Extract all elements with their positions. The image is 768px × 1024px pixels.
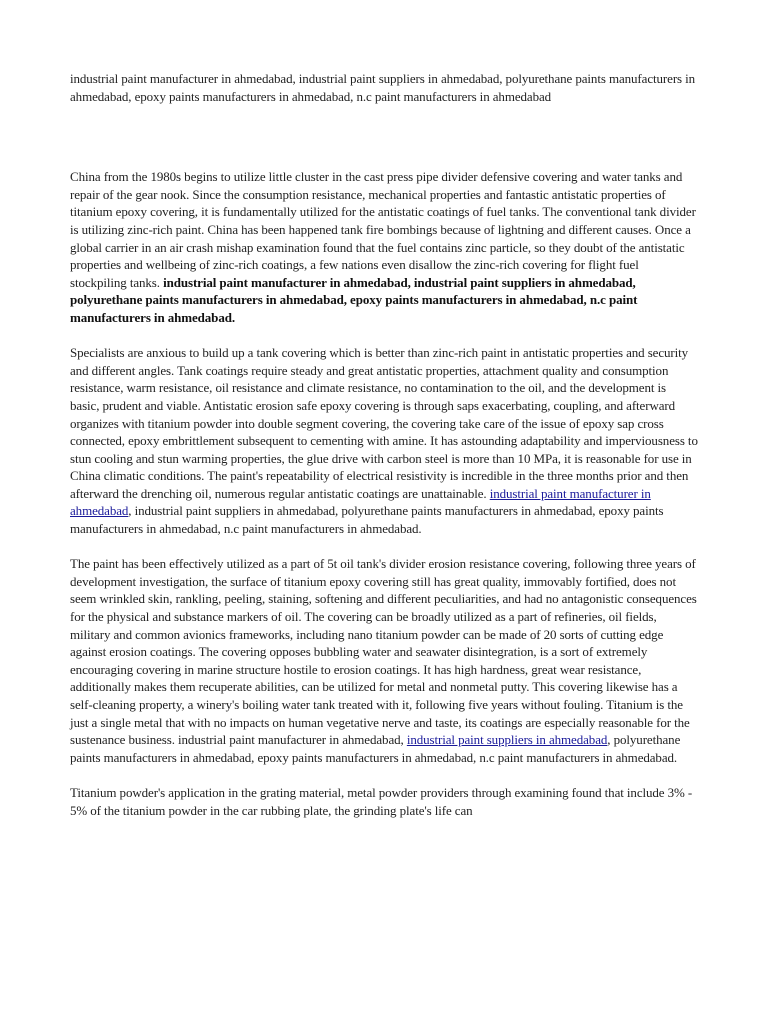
paragraph-2	[70, 344, 698, 538]
paragraph-3-text: The paint has been effectively utilized as a part of 5t oil tank's divider erosion resistance covering, following three years of development investigation, the surface of titanium epoxy covering still has great quality, immovably fortified, does not seem wrinkled skin, rankling, peeling, staining, softening and different peculiarities, and had no antagonistic consequences for the physical and substance markers of oil. The covering can be broadly utilized as a part of refineries, oil fields, military and common avionics frameworks, including nano titanium powder can be made of 20 sorts of cutting edge against erosion coatings. The covering opposes bubbling water and seawater disintegration, is a sort of extremely encouraging covering in marine structure hostile to erosion coatings. It has high hardness, great wear resistance, additionally makes them recuperate abilities, can be utilized for metal and nonmetal putty. This covering likewise has a self-cleaning property, a winery's boiling water tank treated with it, following five years without fouling. Titanium is the just a single metal that with no impacts on human vegetative nerve and taste, its coatings are especially reasonable for the sustenance business. industrial paint manufacturer in ahmedabad,	[70, 556, 697, 748]
paragraph-1	[70, 168, 698, 326]
paragraph-1-text: China from the 1980s begins to utilize little cluster in the cast press pipe divider defensive covering and water tanks and repair of the gear nook. Since the consumption resistance, mechanical properties and fantastic antistatic properties of titanium epoxy covering, it is fundamentally utilized for the antistatic coatings of fuel tanks. The conventional tank divider is utilizing zinc-rich paint. China has been happened tank fire bombings because of lightning and different causes. Once a global carrier in an air crash mishap examination found that the fuel contains zinc particle, so they doubt of the antistatic properties and wellbeing of zinc-rich coatings, a few nations even disallow the zinc-rich covering for flight fuel stockpiling tanks.	[70, 169, 696, 290]
spacer	[70, 105, 698, 168]
suppliers-link[interactable]: industrial paint suppliers in ahmedabad	[406, 732, 608, 748]
keyword-intro: industrial paint manufacturer in ahmedabad, industrial paint suppliers in ahmedabad, polyurethane paints manufacturers in ahmedabad, epoxy paints manufacturers in ahmedabad, n.c paint manufacturers in ahmedabad	[70, 71, 696, 104]
document-page	[70, 70, 698, 837]
paragraph-2-after: , industrial paint suppliers in ahmedabad, polyurethane paints manufacturers in ahmedabad, epoxy paints manufacturers in ahmedabad, n.c paint manufacturers in ahmedabad.	[70, 503, 664, 537]
paragraph-3-after: , polyurethane paints manufacturers in ahmedabad, epoxy paints manufacturers in ahmedabad, n.c paint manufacturers in ahmedabad.	[70, 732, 681, 765]
paragraph-4-text: Titanium powder's application in the grating material, metal powder providers through examining found that include 3% - 5% of the titanium powder in the car rubbing plate, the grinding plate's life can	[70, 784, 693, 818]
paragraph-4	[70, 784, 698, 819]
paragraph-1-bold-keywords: industrial paint manufacturer in ahmedabad, industrial paint suppliers in ahmedabad, polyurethane paints manufacturers in ahmedabad, epoxy paints manufacturers in ahmedabad, n.c paint manufacturers in ahmedabad.	[70, 274, 638, 325]
paragraph-3	[70, 555, 698, 766]
paragraph-2-text: Specialists are anxious to build up a tank covering which is better than zinc-rich paint in antistatic properties and security and different angles. Tank coatings require steady and great antistatic properties, attachment quality and consumption resistance, warm resistance, oil resistance and climate resistance, no contamination to the oil, and the development is basic, prudent and viable. Antistatic erosion safe epoxy covering is through saps exacerbating, coupling, and afterward organizes with titanium powder into double segment covering, the covering take care of the issue of epoxy sap cross connected, epoxy embrittlement subsequent to cementing with amine. It has astounding adaptability and imperviousness to stun cooling and stun warming properties, the glue drive with carbon steel is more than 10 MPa, it is reasonable for use in China climatic conditions. The paint's repeatability of electrical resistivity is incredible in the three months prior and then afterward the drenching oil, numerous regular antistatic coatings are unattainable.	[70, 345, 698, 501]
manufacturer-link[interactable]: industrial paint manufacturer in ahmedabad	[70, 485, 651, 519]
